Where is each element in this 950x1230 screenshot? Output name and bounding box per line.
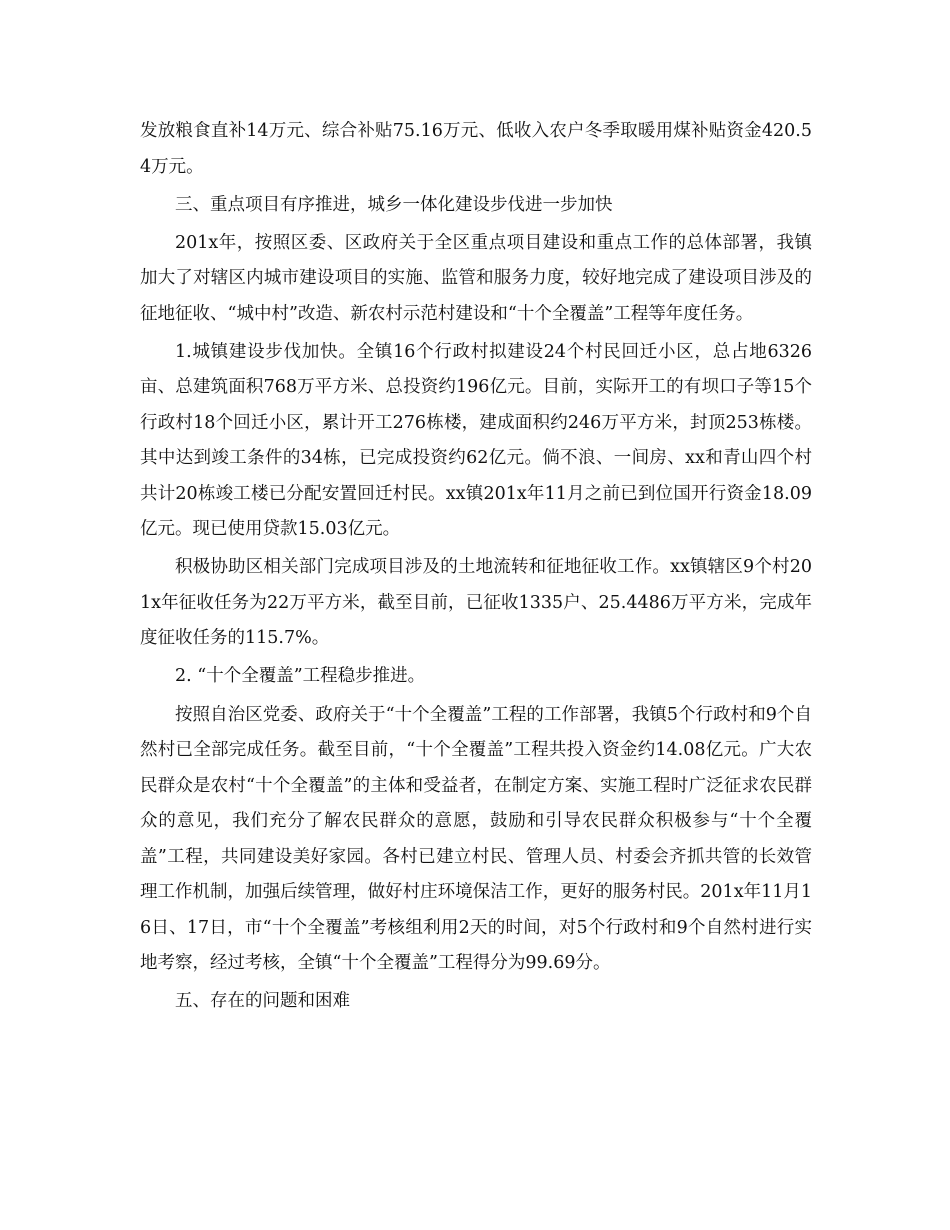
document-body [140, 114, 812, 1022]
section-heading-key-projects: 三、重点项目有序推进，城乡一体化建设步伐进一步加快 [175, 194, 613, 215]
paragraph-land-acquisition: 积极协助区相关部门完成项目涉及的土地流转和征地征收工作。xx镇辖区9个村201x年征收任务为22万平方米，截至目前，已征收1335户、25.4486万平方米，完成年度征收任务的115.7%。 [140, 557, 812, 649]
paragraph-subsidy-summary: 发放粮食直补14万元、综合补贴75.16万元、低收入农户冬季取暖用煤补贴资金420.54万元。 [140, 121, 812, 177]
paragraph-ten-full-coverage: 按照自治区党委、政府关于“十个全覆盖”工程的工作部署，我镇5个行政村和9个自然村已全部完成任务。截至目前，“十个全覆盖”工程共投入资金约14.08亿元。广大农民群众是农村“十个全覆盖”的主体和受益者，在制定方案、实施工程时广泛征求农民群众的意见，我们充分了解农民群众的意愿，鼓励和引导农民群众积极参与“十个全覆盖”工程，共同建设美好家园。各村已建立村民、管理人员、村委会齐抓共管的长效管理工作机制，加强后续管理，做好村庄环境保洁工作，更好的服务村民。201x年11月16日、17日，市“十个全覆盖”考核组利用2天的时间，对5个行政村和9个自然村进行实地考察，经过考核，全镇“十个全覆盖”工程得分为99.69分。 [140, 704, 812, 974]
subheading-ten-full-coverage: 2. “十个全覆盖”工程稳步推进。 [175, 666, 426, 687]
section-heading-problems: 五、存在的问题和困难 [175, 991, 350, 1012]
paragraph-town-construction: 1.城镇建设步伐加快。全镇16个行政村拟建设24个村民回迁小区，总占地6326亩、总建筑面积768万平方米、总投资约196亿元。目前，实际开工的有坝口子等15个行政村18个回迁小区，累计开工276栋楼，建成面积约246万平方米，封顶253栋楼。其中达到竣工条件的34栋，已完成投资约62亿元。倘不浪、一间房、xx和青山四个村共计20栋竣工楼已分配安置回迁村民。xx镇201x年11月之前已到位国开行资金18.09亿元。现已使用贷款15.03亿元。 [140, 341, 812, 540]
paragraph-key-projects-overview: 201x年，按照区委、区政府关于全区重点项目建设和重点工作的总体部署，我镇加大了对辖区内城市建设项目的实施、监管和服务力度，较好地完成了建设项目涉及的征地征收、“城中村”改造、新农村示范村建设和“十个全覆盖”工程等年度任务。 [140, 232, 812, 324]
